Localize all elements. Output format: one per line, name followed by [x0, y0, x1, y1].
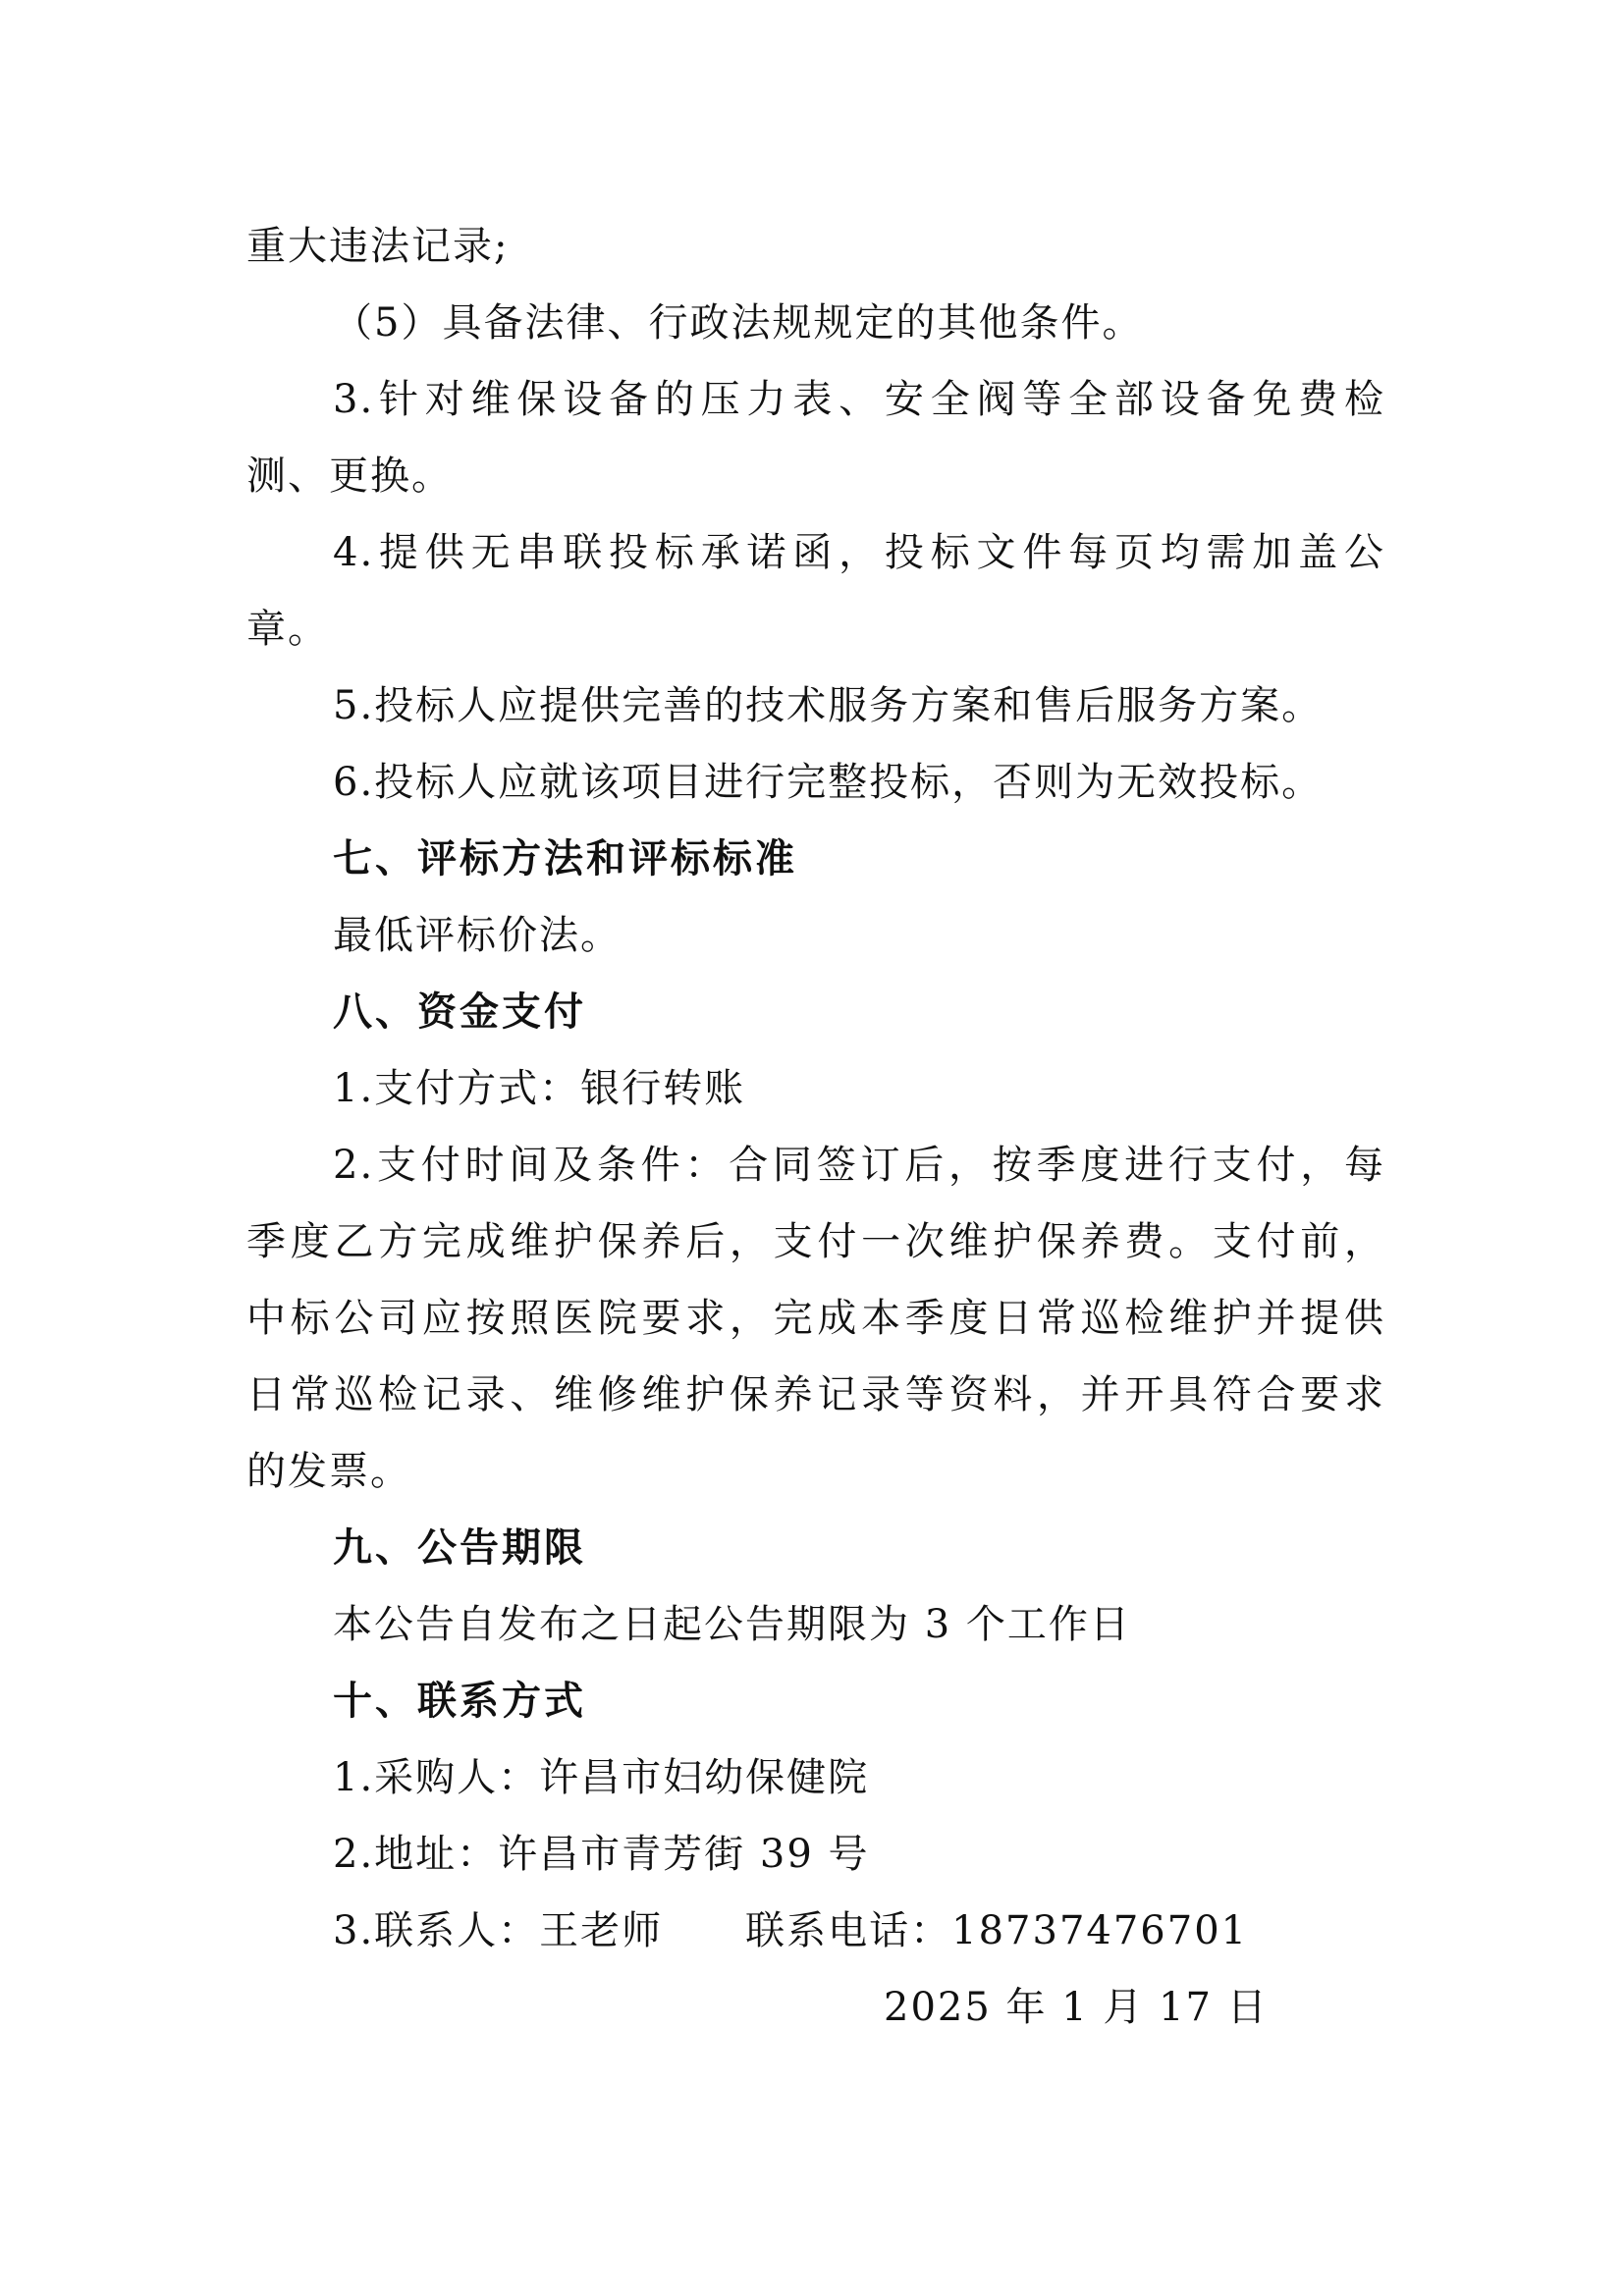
paragraph-line: 1.采购人：许昌市妇幼保健院 [333, 1755, 870, 1800]
section-heading: 十、联系方式 [333, 1679, 586, 1724]
paragraph-line: 1.支付方式：银行转账 [333, 1066, 746, 1111]
paragraph-line: 本公告自发布之日起公告期限为 3 个工作日 [333, 1602, 1131, 1647]
paragraph-line: 4.提供无串联投标承诺函，投标文件每页均需加盖公 [333, 530, 1385, 575]
paragraph-line: 季度乙方完成维护保养后，支付一次维护保养费。支付前， [246, 1219, 1385, 1264]
paragraph-line: 2.地址：许昌市青芳街 39 号 [333, 1832, 870, 1877]
paragraph-line: 测、更换。 [246, 454, 453, 499]
paragraph-line: 中标公司应按照医院要求，完成本季度日常巡检维护并提供 [246, 1296, 1385, 1341]
paragraph-line: 最低评标价法。 [333, 913, 622, 958]
paragraph-line: 2.支付时间及条件：合同签订后，按季度进行支付，每 [333, 1143, 1385, 1188]
paragraph-line: 日常巡检记录、维修维护保养记录等资料，并开具符合要求 [246, 1372, 1385, 1417]
paragraph-line: 重大违法记录; [246, 224, 510, 269]
paragraph-line: 章。 [246, 607, 329, 652]
paragraph-line: （5）具备法律、行政法规规定的其他条件。 [333, 300, 1144, 346]
paragraph-line: 5.投标人应提供完善的技术服务方案和售后服务方案。 [333, 683, 1324, 728]
paragraph-line: 3.联系人：王老师 联系电话：18737476701 [333, 1908, 1249, 1953]
section-heading: 九、公告期限 [333, 1525, 586, 1571]
paragraph-line: 6.投标人应就该项目进行完整投标，否则为无效投标。 [333, 760, 1324, 805]
section-heading: 八、资金支付 [333, 989, 586, 1035]
document-date: 2025 年 1 月 17 日 [884, 1985, 1269, 2030]
paragraph-line: 3.针对维保设备的压力表、安全阀等全部设备免费检 [333, 377, 1385, 422]
section-heading: 七、评标方法和评标标准 [333, 836, 797, 881]
paragraph-line: 的发票。 [246, 1449, 411, 1494]
